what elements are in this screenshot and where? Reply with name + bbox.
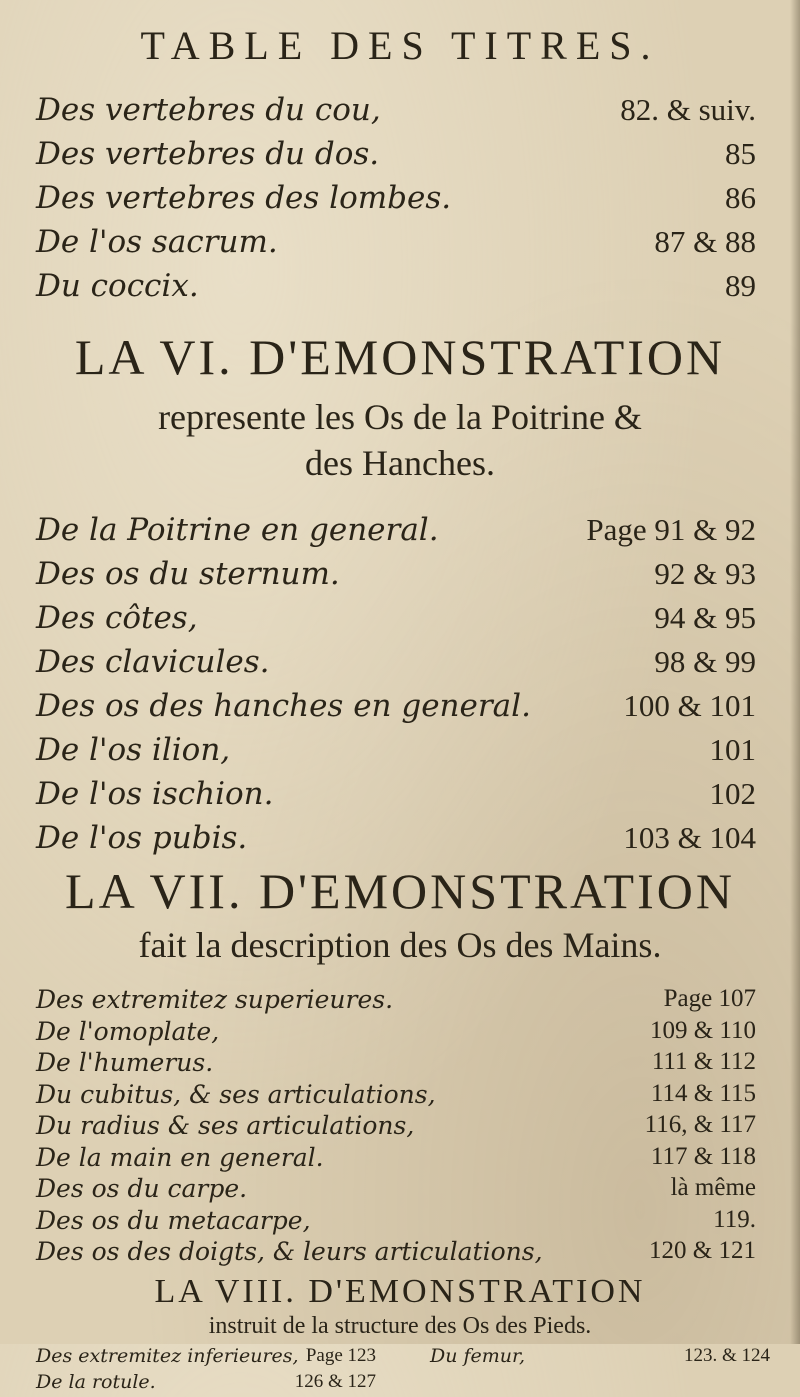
entry-title: De l'omoplate, — [36, 1016, 220, 1046]
entry-pages: 85 — [725, 136, 756, 171]
entry-pages: 92 & 93 — [654, 556, 756, 591]
entry-title: Du cubitus, & ses articulations, — [36, 1079, 436, 1109]
toc-entry — [36, 1206, 756, 1236]
entry-pages: 87 & 88 — [654, 224, 756, 259]
toc-entry — [36, 1174, 756, 1204]
entry-pages: 111 & 112 — [651, 1048, 756, 1075]
entry-pages: 123. & 124 — [683, 1344, 770, 1366]
section-heading-vi: LA VI. D'EMONSTRATION — [74, 329, 726, 385]
entry-title: De l'os sacrum. — [36, 224, 278, 260]
entry-pages: Page 91 & 92 — [586, 512, 756, 547]
toc-entry — [36, 512, 756, 550]
toc-entry — [36, 180, 756, 218]
entry-title: De l'humerus. — [36, 1048, 214, 1077]
entry-pages: 119. — [713, 1205, 756, 1233]
entry-pages: Page 123 — [305, 1344, 376, 1366]
entry-title: Des clavicules. — [36, 644, 270, 680]
section-subtitle-vi-line2: des Hanches. — [305, 443, 495, 483]
entry-pages: 101 — [709, 732, 756, 767]
toc-entry — [36, 644, 756, 682]
entry-pages: 86 — [725, 180, 756, 215]
toc-entry — [36, 224, 756, 262]
page-edge-shadow — [790, 0, 800, 1344]
running-head: TABLE DES TITRES. — [140, 23, 660, 68]
entry-title: Des os du metacarpe, — [36, 1205, 311, 1235]
entry-pages: 109 & 110 — [649, 1016, 756, 1044]
toc-entry — [36, 556, 756, 594]
entry-title: De l'os pubis. — [36, 820, 248, 856]
entry-pages: 82. & suiv. — [620, 92, 756, 127]
toc-entry — [36, 1237, 756, 1267]
entry-pages: 102 — [709, 776, 756, 811]
entry-title: Des os des hanches en general. — [36, 688, 531, 724]
toc-entry — [36, 600, 756, 638]
entry-pages: 98 & 99 — [654, 644, 756, 679]
entry-title: Des os du carpe. — [36, 1174, 248, 1203]
toc-entry — [36, 1017, 756, 1047]
entry-title: Du radius & ses articulations, — [36, 1111, 415, 1140]
section-heading-viii: LA VIII. D'EMONSTRATION — [154, 1272, 646, 1310]
entry-title: Des vertebres du cou, — [36, 92, 381, 128]
entry-pages: 126 & 127 — [294, 1370, 376, 1392]
entry-pages: 114 & 115 — [650, 1079, 756, 1107]
toc-entry — [36, 688, 756, 726]
entry-title: Du coccix. — [36, 268, 199, 304]
toc-entry — [430, 1345, 770, 1371]
entry-pages: 116, & 117 — [644, 1111, 756, 1138]
entry-pages: 89 — [725, 268, 756, 303]
toc-entry — [36, 776, 756, 814]
section-subtitle-vii: fait la description des Os des Mains. — [138, 925, 662, 965]
entry-title: Des os du sternum. — [36, 556, 340, 592]
section-subtitle-viii: instruit de la structure des Os des Pieds. — [208, 1312, 592, 1339]
entry-title: Des côtes, — [36, 600, 198, 636]
toc-entry — [36, 136, 756, 174]
entry-title: Des vertebres du dos. — [36, 136, 380, 172]
toc-entry — [36, 1080, 756, 1110]
entry-title: Des os des doigts, & leurs articulations, — [36, 1237, 543, 1266]
entry-pages: 117 & 118 — [650, 1142, 756, 1170]
toc-entry — [36, 1371, 376, 1397]
toc-entry — [36, 1111, 756, 1141]
entry-pages: 120 & 121 — [649, 1237, 756, 1264]
entry-pages: 94 & 95 — [654, 600, 756, 635]
toc-entry — [36, 985, 756, 1015]
toc-entry — [36, 732, 756, 770]
entry-title: Du femur, — [430, 1344, 526, 1367]
entry-title: Des extremitez superieures. — [36, 985, 394, 1014]
entry-title: Des extremitez inferieures, — [36, 1344, 299, 1367]
entry-pages: 100 & 101 — [623, 688, 756, 723]
toc-entry — [36, 1345, 376, 1371]
entry-title: De l'os ischion. — [36, 776, 274, 812]
entry-title: Des vertebres des lombes. — [36, 180, 452, 216]
entry-title: De la rotule. — [36, 1370, 156, 1393]
entry-pages: là même — [670, 1174, 756, 1201]
toc-entry — [36, 820, 756, 858]
entry-pages: 103 & 104 — [623, 820, 756, 855]
entry-title: De la main en general. — [36, 1142, 324, 1172]
toc-entry — [36, 268, 756, 306]
toc-entry — [36, 92, 756, 130]
toc-entry — [36, 1048, 756, 1078]
section-heading-vii: LA VII. D'EMONSTRATION — [65, 863, 735, 919]
toc-entry — [36, 1143, 756, 1173]
entry-title: De l'os ilion, — [36, 732, 231, 768]
section-subtitle-vi-line1: represente les Os de la Poitrine & — [158, 397, 642, 437]
entry-pages: Page 107 — [663, 985, 756, 1012]
entry-title: De la Poitrine en general. — [36, 512, 439, 548]
